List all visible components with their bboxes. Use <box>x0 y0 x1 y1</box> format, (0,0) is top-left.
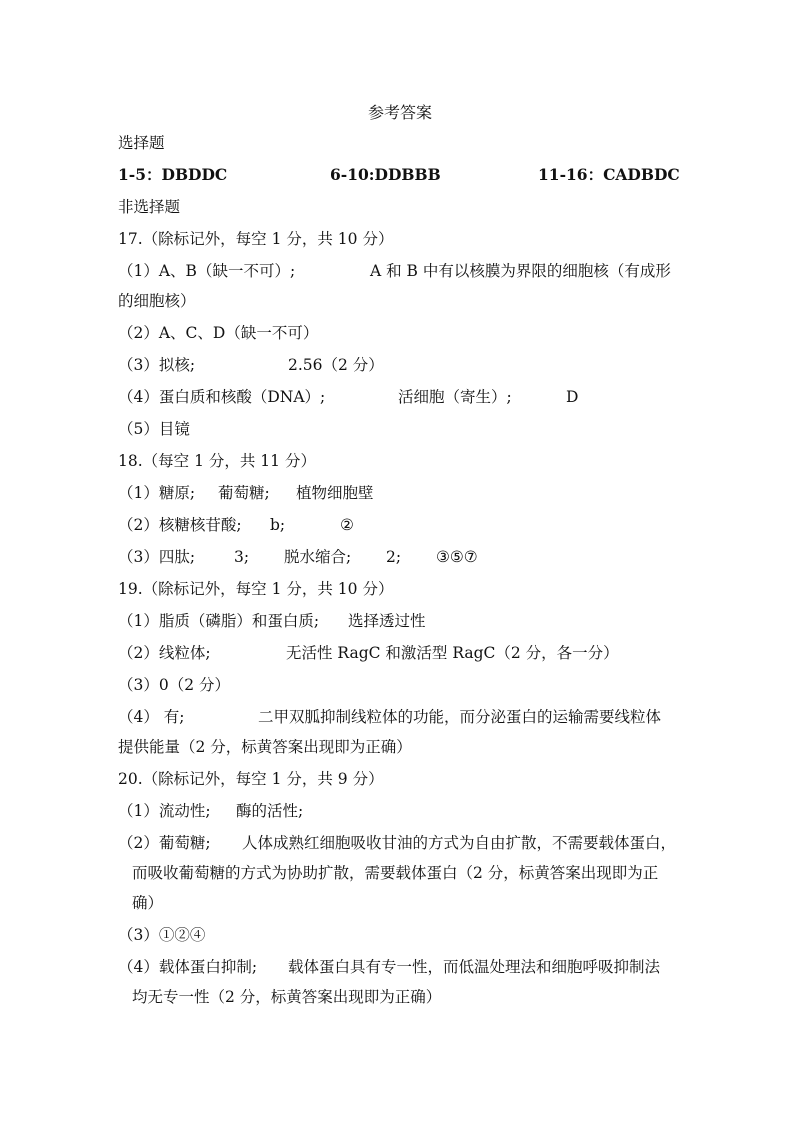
q20-answer-3: （3）①②④ <box>118 926 206 944</box>
section-nonchoice-heading: 非选择题 <box>118 198 181 216</box>
q17-answer-4-part2: 活细胞（寄生）; <box>398 388 512 406</box>
q19-answer-4-part1: （4） 有; <box>118 708 185 726</box>
q19-answer-2-part1: （2）线粒体; <box>118 644 211 662</box>
q18-answer-2-part2: b; <box>270 516 286 534</box>
q20-answer-2-continued-1: 而吸收葡萄糖的方式为协助扩散，需要载体蛋白（2 分，标黄答案出现即为正 <box>132 864 659 882</box>
choice-group-1: 1-5：DBDDC <box>118 165 228 184</box>
q17-answer-5: （5）目镜 <box>118 420 190 438</box>
q18-answer-1-part1: （1）糖原; <box>118 484 196 502</box>
choice-group-2: 6-10:DDBBB <box>330 165 441 184</box>
choice-answers-row <box>118 164 698 186</box>
q20-answer-1 <box>118 800 698 822</box>
q17-answer-3-part1: （3）拟核; <box>118 356 196 374</box>
q17-answer-3-part2: 2.56（2 分） <box>288 356 384 374</box>
q18-answer-1 <box>118 482 698 504</box>
q20-answer-2-part2: 人体成熟红细胞吸收甘油的方式为自由扩散，不需要载体蛋白， <box>242 834 677 852</box>
q17-answer-1-continued: 的细胞核） <box>118 292 196 310</box>
q17-answer-3 <box>118 354 698 376</box>
q20-answer-2-continued-2: 确） <box>132 894 164 912</box>
q17-answer-1-part1: （1）A、B（缺一不可）; <box>118 262 296 280</box>
q17-answer-1 <box>118 260 698 282</box>
q18-answer-3 <box>118 546 698 568</box>
q20-header: 20.（除标记外，每空 1 分，共 9 分） <box>118 770 384 788</box>
q18-answer-3-part4: 2; <box>386 548 402 566</box>
q19-answer-2-part2: 无活性 RagC 和激活型 RagC（2 分，各一分） <box>286 644 619 662</box>
q19-answer-4 <box>118 706 698 728</box>
q20-answer-1-part2: 酶的活性; <box>236 802 304 820</box>
q20-answer-2 <box>118 832 698 854</box>
q19-answer-1 <box>118 610 698 632</box>
q20-answer-4-continued: 均无专一性（2 分，标黄答案出现即为正确） <box>132 988 442 1006</box>
page-title: 参考答案 <box>367 103 432 122</box>
q18-header: 18.（每空 1 分，共 11 分） <box>118 452 316 470</box>
q17-answer-1-part2: A 和 B 中有以核膜为界限的细胞核（有成形 <box>370 262 671 280</box>
q17-answer-4-part1: （4）蛋白质和核酸（DNA）; <box>118 388 326 406</box>
q20-answer-4-part1: （4）载体蛋白抑制; <box>118 958 258 976</box>
q19-answer-1-part2: 选择透过性 <box>348 612 426 630</box>
q18-answer-3-part2: 3; <box>234 548 250 566</box>
q20-answer-1-part1: （1）流动性; <box>118 802 211 820</box>
q17-header: 17.（除标记外，每空 1 分，共 10 分） <box>118 230 394 248</box>
q18-answer-1-part3: 植物细胞壁 <box>296 484 374 502</box>
q18-answer-3-part3: 脱水缩合; <box>284 548 352 566</box>
q20-answer-4-part2: 载体蛋白具有专一性，而低温处理法和细胞呼吸抑制法 <box>288 958 661 976</box>
section-choice-heading: 选择题 <box>118 134 165 152</box>
q19-answer-4-part2: 二甲双胍抑制线粒体的功能，而分泌蛋白的运输需要线粒体 <box>258 708 662 726</box>
q19-answer-1-part1: （1）脂质（磷脂）和蛋白质; <box>118 612 320 630</box>
q19-answer-4-continued: 提供能量（2 分，标黄答案出现即为正确） <box>118 738 412 756</box>
q18-answer-2-part1: （2）核糖核苷酸; <box>118 516 242 534</box>
q19-answer-3: （3）0（2 分） <box>118 676 231 694</box>
q18-answer-2-part3: ② <box>340 516 354 534</box>
q18-answer-3-part5: ③⑤⑦ <box>436 548 478 566</box>
q20-answer-4 <box>118 956 698 978</box>
q17-answer-2: （2）A、C、D（缺一不可） <box>118 324 319 342</box>
q17-answer-4 <box>118 386 698 408</box>
q18-answer-3-part1: （3）四肽; <box>118 548 196 566</box>
q19-answer-2 <box>118 642 698 664</box>
choice-group-3: 11-16：CADBDC <box>538 165 680 184</box>
q18-answer-1-part2: 葡萄糖; <box>218 484 270 502</box>
q20-answer-2-part1: （2）葡萄糖; <box>118 834 211 852</box>
q19-header: 19.（除标记外，每空 1 分，共 10 分） <box>118 580 394 598</box>
q17-answer-4-part3: D <box>566 388 579 406</box>
q18-answer-2 <box>118 514 698 536</box>
